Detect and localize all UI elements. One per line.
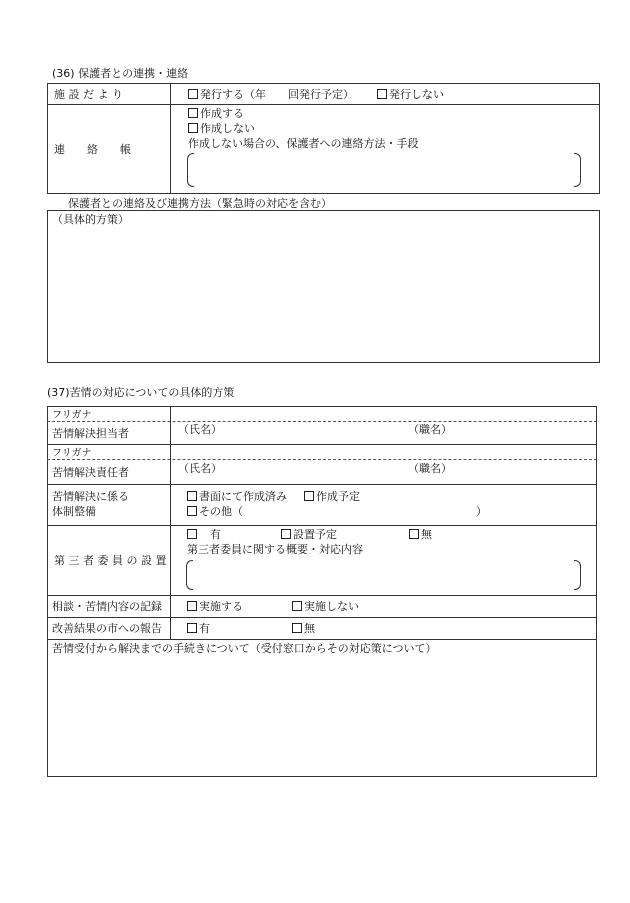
cooperation-textarea[interactable] bbox=[47, 210, 600, 363]
system-label-line1: 苦情解決に係る bbox=[52, 490, 129, 503]
system-planned-option[interactable]: 作成予定 bbox=[304, 490, 360, 503]
checkbox-icon[interactable] bbox=[187, 529, 197, 539]
checkbox-icon[interactable] bbox=[187, 623, 197, 633]
notebook-alt-method-note: 作成しない場合の、保護者への連絡方法・手段 bbox=[188, 137, 419, 150]
record-label: 相談・苦情内容の記録 bbox=[52, 600, 162, 613]
left-bracket-icon bbox=[186, 560, 193, 590]
record-yes-option[interactable]: 実施する bbox=[187, 600, 243, 613]
furigana-label: フリガナ bbox=[52, 410, 92, 421]
newsletter-label: 施 設 だ よ り bbox=[54, 88, 123, 101]
system-label-line2: 体制整備 bbox=[52, 505, 96, 518]
cooperation-sub-label: （具体的方策） bbox=[52, 213, 129, 226]
procedure-textarea[interactable] bbox=[47, 639, 597, 777]
right-bracket-icon bbox=[574, 153, 581, 187]
system-other-option[interactable]: その他（ bbox=[187, 505, 243, 518]
notebook-label: 連 絡 帳 bbox=[54, 143, 131, 156]
report-no-option[interactable]: 無 bbox=[292, 622, 315, 635]
section-36-title: (36) 保護者との連携・連絡 bbox=[52, 67, 189, 80]
handler-label: 苦情解決担当者 bbox=[52, 427, 129, 440]
handler-post-label: （職名） bbox=[408, 423, 452, 436]
alt-method-input[interactable] bbox=[196, 154, 570, 184]
third-party-yes-option[interactable]: 有 bbox=[187, 528, 221, 541]
responsible-name-label: （氏名） bbox=[178, 462, 222, 475]
checkbox-icon[interactable] bbox=[409, 529, 419, 539]
notebook-create-option[interactable]: 作成する bbox=[188, 107, 244, 120]
checkbox-icon[interactable] bbox=[187, 601, 197, 611]
checkbox-icon[interactable] bbox=[187, 491, 197, 501]
checkbox-icon[interactable] bbox=[188, 123, 198, 133]
report-label: 改善結果の市への報告 bbox=[52, 622, 162, 635]
newsletter-none-option[interactable]: 発行しない bbox=[377, 88, 444, 101]
third-party-detail-input[interactable] bbox=[195, 561, 570, 587]
checkbox-icon[interactable] bbox=[187, 506, 197, 516]
system-other-close: ） bbox=[476, 505, 487, 518]
responsible-label: 苦情解決責任者 bbox=[52, 466, 129, 479]
right-bracket-icon bbox=[574, 560, 581, 590]
responsible-post-label: （職名） bbox=[408, 462, 452, 475]
newsletter-publish-option[interactable]: 発行する（年 回発行予定） bbox=[188, 88, 354, 101]
section-37-title: (37)苦情の対応についての具体的方策 bbox=[47, 386, 235, 399]
furigana-label: フリガナ bbox=[52, 448, 92, 459]
third-party-planned-option[interactable]: 設置予定 bbox=[281, 528, 337, 541]
third-party-label: 第 三 者 委 員 の 設 置 bbox=[54, 554, 167, 567]
checkbox-icon[interactable] bbox=[281, 529, 291, 539]
third-party-note: 第三者委員に関する概要・対応内容 bbox=[187, 543, 363, 556]
checkbox-icon[interactable] bbox=[377, 89, 387, 99]
record-no-option[interactable]: 実施しない bbox=[292, 600, 359, 613]
handler-name-label: （氏名） bbox=[178, 423, 222, 436]
checkbox-icon[interactable] bbox=[188, 108, 198, 118]
system-done-option[interactable]: 書面にて作成済み bbox=[187, 490, 287, 503]
left-bracket-icon bbox=[187, 153, 194, 187]
cooperation-heading: 保護者との連絡及び連携方法（緊急時の対応を含む） bbox=[68, 197, 332, 210]
checkbox-icon[interactable] bbox=[292, 601, 302, 611]
notebook-nocreate-option[interactable]: 作成しない bbox=[188, 122, 255, 135]
checkbox-icon[interactable] bbox=[292, 623, 302, 633]
third-party-no-option[interactable]: 無 bbox=[409, 528, 432, 541]
checkbox-icon[interactable] bbox=[188, 89, 198, 99]
report-yes-option[interactable]: 有 bbox=[187, 622, 210, 635]
checkbox-icon[interactable] bbox=[304, 491, 314, 501]
procedure-heading: 苦情受付から解決までの手続きについて（受付窓口からその対応策について） bbox=[52, 642, 437, 655]
